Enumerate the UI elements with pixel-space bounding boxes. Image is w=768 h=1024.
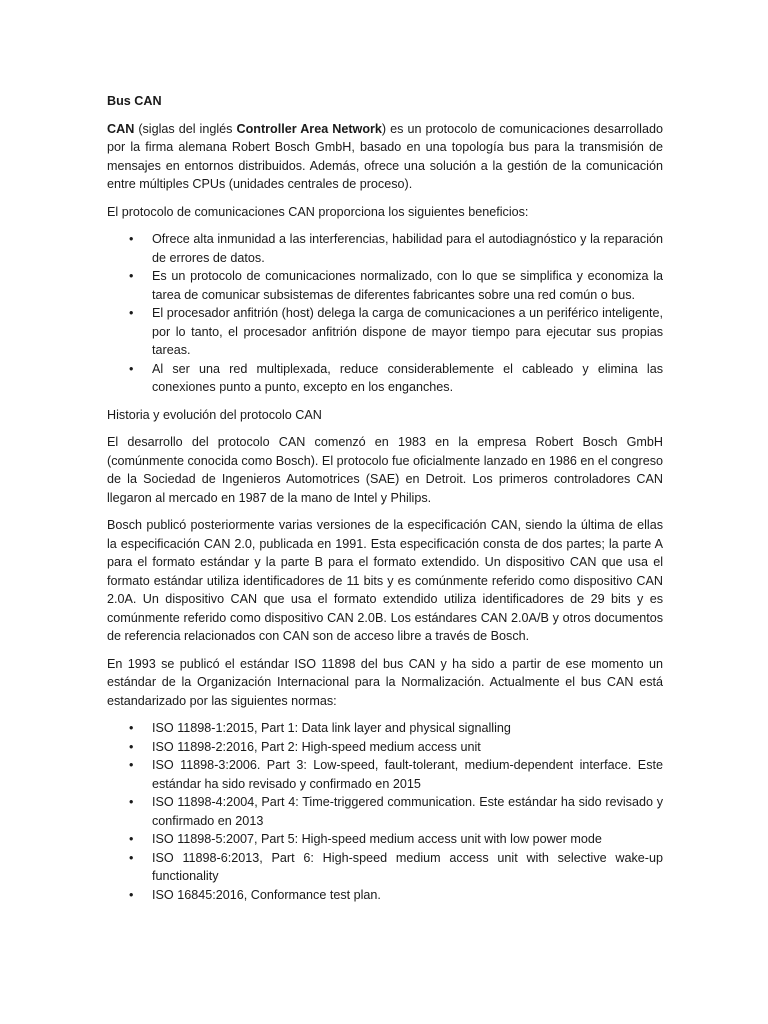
document-title: Bus CAN [107, 94, 162, 108]
history-heading: Historia y evolución del protocolo CAN [107, 407, 322, 422]
list-item-text: Al ser una red multiplexada, reduce considerablemente el cableado y elimina las conexiones punto a punto, excepto en los enganches. [152, 361, 663, 394]
list-item-text: ISO 11898-3:2006. Part 3: Low-speed, fault-tolerant, medium-dependent interface. Este estándar ha sido revisado y confirmado en 2015 [152, 758, 663, 791]
list-item [107, 756, 663, 793]
list-item-text: ISO 11898-2:2016, Part 2: High-speed medium access unit [152, 739, 481, 754]
bullet-icon: • [129, 887, 134, 902]
bullet-icon: • [129, 269, 134, 283]
bullet-icon: • [129, 739, 134, 754]
standards-list [107, 719, 663, 904]
list-item [107, 793, 663, 830]
list-item [107, 830, 663, 849]
list-item-text: El procesador anfitrión (host) delega la carga de comunicaciones a un periférico inteligente, por lo tanto, el procesador anfitrión dispone de mayor tiempo para ejecutar sus propias tareas. [152, 306, 663, 357]
list-item-text: ISO 11898-6:2013, Part 6: High-speed medium access unit with selective wake-up functionality [152, 850, 663, 883]
list-item-text: ISO 11898-1:2015, Part 1: Data link layer and physical signalling [152, 721, 511, 735]
list-item [107, 719, 663, 738]
bullet-icon: • [129, 721, 134, 735]
benefits-intro: El protocolo de comunicaciones CAN proporciona los siguientes beneficios: [107, 204, 529, 219]
list-item [107, 304, 663, 360]
list-item-text: Ofrece alta inmunidad a las interferencias, habilidad para el autodiagnóstico y la reparación de errores de datos. [152, 232, 663, 265]
bullet-icon: • [129, 795, 134, 809]
list-item [107, 267, 663, 304]
list-item [107, 230, 663, 267]
bullet-icon: • [129, 361, 134, 376]
can-term: CAN [107, 121, 135, 136]
list-item-text: ISO 11898-5:2007, Part 5: High-speed medium access unit with low power mode [152, 832, 602, 846]
history-paragraph-2: Bosch publicó posteriormente varias versiones de la especificación CAN, siendo la última de ellas la especificación CAN 2.0, publicada en 1991. Esta especificación consta de dos partes; la parte A para el formato estándar y la parte B para el formato extendido. Un dispositivo CAN que usa el formato estándar utiliza identificadores de 11 bits y es comúnmente referido como dispositivo CAN 2.0A. Un dispositivo CAN que usa el formato extendido utiliza identificadores de 29 bits y es comúnmente referido como dispositivo CAN 2.0B. Los estándares CAN 2.0A/B y otros documentos de referencia relacionados con CAN son de acceso libre a través de Bosch. [107, 518, 663, 643]
intro-text-1: (siglas del inglés [134, 121, 237, 136]
list-item-text: ISO 16845:2016, Conformance test plan. [152, 887, 381, 902]
list-item-text: Es un protocolo de comunicaciones normalizado, con lo que se simplifica y economiza la tarea de comunicar subsistemas de diferentes fabricantes sobre una red común o bus. [152, 269, 663, 302]
intro-text-2: ) es un protocolo de comunicaciones desarrollado por la firma alemana Robert Bosch GmbH, basado en una topología bus para la transmisión de mensajes en entornos distribuidos. Además, ofrece una solución a la gestión de la comunicación entre múltiples CPUs (unidades centrales de proceso). [107, 121, 663, 191]
list-item [107, 886, 663, 905]
intro-paragraph [107, 120, 663, 194]
bullet-icon: • [129, 850, 134, 865]
bullet-icon: • [129, 306, 134, 320]
list-item [107, 738, 663, 757]
bullet-icon: • [129, 232, 134, 246]
benefits-list [107, 230, 663, 397]
list-item-text: ISO 11898-4:2004, Part 4: Time-triggered communication. Este estándar ha sido revisado y confirmado en 2013 [152, 795, 663, 828]
can-full-name: Controller Area Network [236, 121, 382, 136]
list-item [107, 849, 663, 886]
bullet-icon: • [129, 832, 134, 846]
document-page [107, 92, 663, 913]
list-item [107, 360, 663, 397]
history-paragraph-1: El desarrollo del protocolo CAN comenzó en 1983 en la empresa Robert Bosch GmbH (comúnmente conocida como Bosch). El protocolo fue oficialmente lanzado en 1986 en el congreso de la Sociedad de Ingenieros Automotrices (SAE) en Detroit. Los primeros controladores CAN llegaron al mercado en 1987 de la mano de Intel y Philips. [107, 435, 663, 505]
history-paragraph-3: En 1993 se publicó el estándar ISO 11898 del bus CAN y ha sido a partir de ese momento un estándar de la Organización Internacional para la Normalización. Actualmente el bus CAN está estandarizado por las siguientes normas: [107, 656, 663, 708]
bullet-icon: • [129, 758, 134, 772]
